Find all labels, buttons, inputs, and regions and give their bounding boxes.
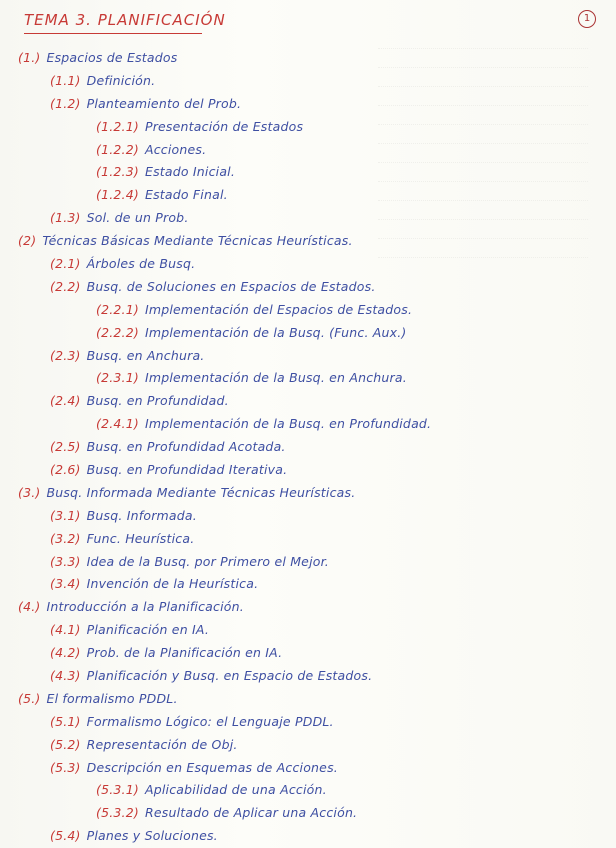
toc-entry: [0, 298, 616, 321]
toc-entry-text: Representación de Obj.: [86, 736, 238, 752]
toc-entry-text: Prob. de la Planificación en IA.: [86, 645, 283, 661]
toc-entry: [0, 481, 616, 504]
toc-entry: [0, 252, 616, 275]
toc-entry: [0, 69, 616, 92]
toc-entry-text: Formalismo Lógico: el Lenguaje PDDL.: [86, 713, 334, 729]
toc-entry-number: (1.2.4): [96, 187, 139, 203]
toc-entry: [0, 206, 616, 229]
toc-entry-number: (2.3.1): [96, 370, 139, 386]
toc-entry-number: (4.3): [50, 667, 81, 683]
toc-entry: [0, 412, 616, 435]
toc-entry-text: Acciones.: [144, 141, 207, 157]
toc-entry: [0, 115, 616, 138]
toc-entry-number: (1.): [18, 49, 41, 65]
toc-entry: [0, 641, 616, 664]
toc-entry-number: (2.3): [50, 347, 81, 363]
toc-entry-text: Introducción a la Planificación.: [46, 599, 244, 615]
toc-entry-text: Implementación de la Busq. en Anchura.: [144, 370, 407, 386]
toc-entry-text: Implementación del Espacios de Estados.: [144, 301, 413, 317]
toc-entry-text: Planteamiento del Prob.: [86, 95, 242, 111]
toc-entry: [0, 275, 616, 298]
toc-entry: [0, 504, 616, 527]
toc-entry-text: Descripción en Esquemas de Acciones.: [86, 759, 338, 775]
toc-entry: [0, 595, 616, 618]
toc-entry-number: (3.1): [50, 507, 81, 523]
toc-entry-text: Árboles de Busq.: [86, 255, 196, 271]
toc-entry-text: Busq. Informada.: [86, 507, 197, 523]
toc-entry-number: (3.3): [50, 553, 81, 569]
toc-entry-text: Resultado de Aplicar una Acción.: [144, 805, 358, 821]
toc-entry-number: (1.3): [50, 210, 81, 226]
toc-entry: [0, 229, 616, 252]
toc-entry-text: Presentación de Estados: [144, 118, 304, 134]
toc-entry: [0, 321, 616, 344]
toc-entry-number: (1.2.3): [96, 164, 139, 180]
toc-entry-text: Busq. Informada Mediante Técnicas Heurísticas.: [46, 484, 356, 500]
toc-entry-number: (2.2.1): [96, 301, 139, 317]
toc-entry: [0, 138, 616, 161]
toc-entry: [0, 527, 616, 550]
toc-entry-number: (5.3): [50, 759, 81, 775]
toc-entry: [0, 779, 616, 802]
toc-entry-number: (2): [18, 233, 37, 249]
toc-entry: [0, 160, 616, 183]
toc-entry-number: (4.2): [50, 645, 81, 661]
page-title: TEMA 3. PLANIFICACIÓN: [24, 11, 226, 29]
toc-entry-number: (1.2): [50, 95, 81, 111]
toc-entry: [0, 92, 616, 115]
toc-entry-text: Planes y Soluciones.: [86, 828, 218, 844]
toc-entry: [0, 550, 616, 573]
toc-entry-text: Implementación de la Busq. en Profundidad.: [144, 416, 432, 432]
toc-entry-text: Implementación de la Busq. (Func. Aux.): [144, 324, 407, 340]
toc-entry: [0, 710, 616, 733]
toc-entry-text: El formalismo PDDL.: [46, 690, 178, 706]
toc-entry-number: (3.4): [50, 576, 81, 592]
toc-entry-number: (3.2): [50, 530, 81, 546]
toc-entry-text: Planificación en IA.: [86, 622, 210, 638]
toc-entry-text: Espacios de Estados: [46, 49, 178, 65]
toc-entry: [0, 687, 616, 710]
toc-entry-text: Busq. en Profundidad Iterativa.: [86, 461, 288, 477]
toc-entry-number: (2.1): [50, 255, 81, 271]
toc-entry-number: (1.1): [50, 72, 81, 88]
toc-entry-number: (3.): [18, 484, 41, 500]
toc-entry: [0, 824, 616, 847]
toc-entry-number: (5.): [18, 690, 41, 706]
toc-entry-text: Idea de la Busq. por Primero el Mejor.: [86, 553, 329, 569]
toc-entry: [0, 618, 616, 641]
toc-entry-text: Estado Final.: [144, 187, 228, 203]
toc-entry-text: Aplicabilidad de una Acción.: [144, 782, 327, 798]
toc-entry-text: Planificación y Busq. en Espacio de Estados.: [86, 667, 373, 683]
toc-entry: [0, 183, 616, 206]
toc-entry-number: (1.2.1): [96, 118, 139, 134]
toc-entry: [0, 756, 616, 779]
toc-entry: [0, 344, 616, 367]
toc-entry-number: (2.6): [50, 461, 81, 477]
toc-entry-number: (2.4): [50, 393, 81, 409]
toc-entry-text: Busq. en Anchura.: [86, 347, 205, 363]
toc-entry-number: (2.2.2): [96, 324, 139, 340]
toc-entry: [0, 572, 616, 595]
toc-entry-number: (5.4): [50, 828, 81, 844]
toc-entry: [0, 366, 616, 389]
toc-entry-text: Técnicas Básicas Mediante Técnicas Heurísticas.: [42, 233, 353, 249]
toc-entry: [0, 664, 616, 687]
toc-entry: [0, 458, 616, 481]
table-of-contents: [0, 46, 616, 847]
toc-entry-text: Func. Heurística.: [86, 530, 195, 546]
toc-entry: [0, 801, 616, 824]
toc-entry-text: Sol. de un Prob.: [86, 210, 189, 226]
toc-entry-number: (5.3.2): [96, 805, 139, 821]
toc-entry-number: (5.1): [50, 713, 81, 729]
toc-entry-number: (2.2): [50, 278, 81, 294]
toc-entry-text: Definición.: [86, 72, 156, 88]
toc-entry-number: (4.): [18, 599, 41, 615]
toc-entry-number: (2.5): [50, 439, 81, 455]
toc-entry: [0, 435, 616, 458]
toc-entry-text: Busq. de Soluciones en Espacios de Estados.: [86, 278, 376, 294]
page-number: 1: [578, 10, 596, 28]
toc-entry-number: (2.4.1): [96, 416, 139, 432]
toc-entry-number: (4.1): [50, 622, 81, 638]
toc-entry-text: Estado Inicial.: [144, 164, 236, 180]
toc-entry-number: (5.2): [50, 736, 81, 752]
title-underline: [24, 33, 202, 34]
toc-entry: [0, 389, 616, 412]
toc-entry: [0, 46, 616, 69]
toc-entry-text: Busq. en Profundidad.: [86, 393, 229, 409]
toc-entry-number: (1.2.2): [96, 141, 139, 157]
toc-entry-number: (5.3.1): [96, 782, 139, 798]
toc-entry: [0, 733, 616, 756]
toc-entry-text: Busq. en Profundidad Acotada.: [86, 439, 286, 455]
toc-entry-text: Invención de la Heurística.: [86, 576, 259, 592]
